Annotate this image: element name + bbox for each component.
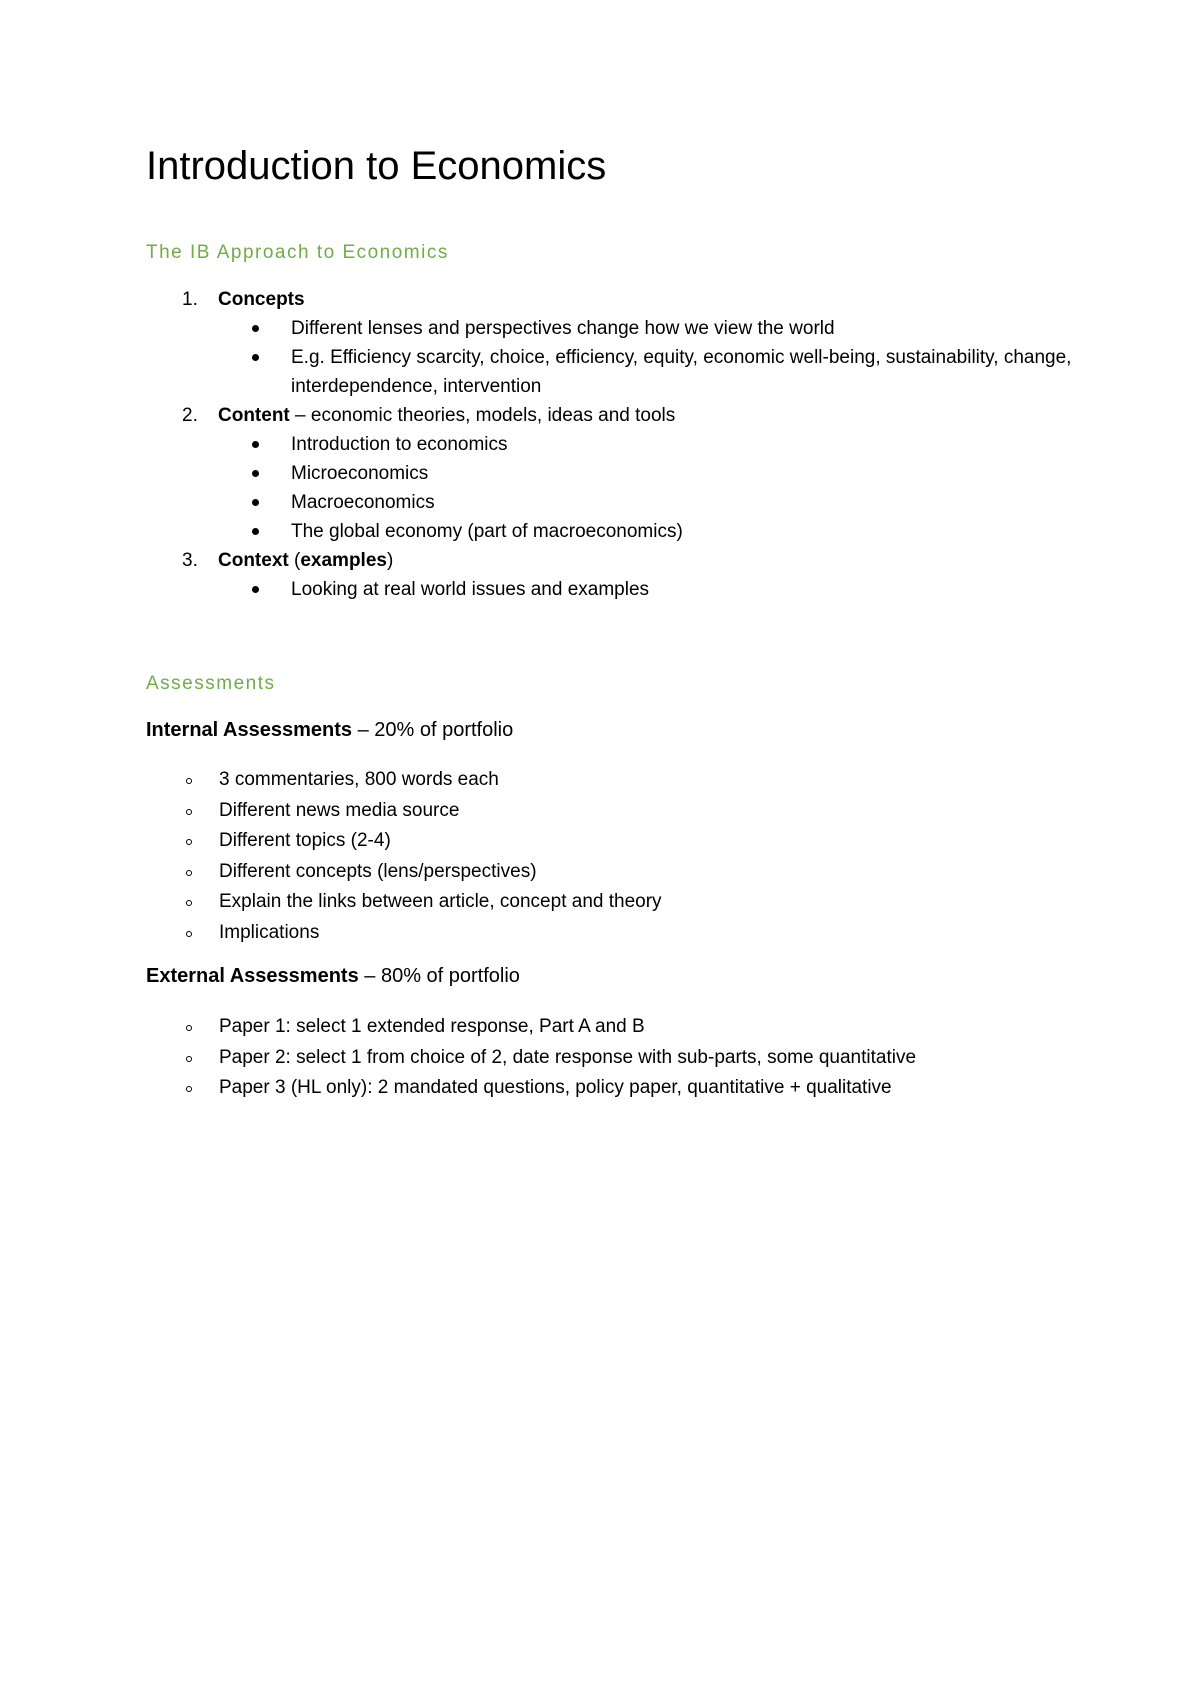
internal-assessments-weight: – 20% of portfolio: [352, 719, 514, 741]
bullet-icon: [252, 441, 259, 448]
list-item-heading: Content: [218, 405, 290, 426]
list-item: Macroeconomics: [218, 488, 1106, 517]
circle-bullet-icon: [186, 931, 192, 937]
bullet-icon: [252, 354, 259, 361]
list-item: Paper 2: select 1 from choice of 2, date response with sub-parts, some quantitative: [146, 1043, 1106, 1074]
list-item: Explain the links between article, concept and theory: [146, 887, 1106, 918]
concepts-bullets: [218, 314, 1106, 401]
list-item: Different lenses and perspectives change how we view the world: [218, 314, 1106, 343]
context-bullets: [218, 575, 1106, 604]
list-number: 2.: [182, 405, 198, 426]
list-number: 3.: [182, 550, 198, 571]
list-item-text: ): [386, 550, 394, 571]
list-item-text: (: [288, 550, 301, 571]
list-item: Microeconomics: [218, 459, 1106, 488]
list-item: Paper 3 (HL only): 2 mandated questions, policy paper, quantitative + qualitative: [146, 1073, 1106, 1104]
list-item: Introduction to economics: [218, 430, 1106, 459]
circle-bullet-icon: [186, 870, 192, 876]
list-item: Looking at real world issues and examples: [218, 575, 1106, 604]
list-number: 1.: [182, 289, 198, 310]
circle-bullet-icon: [186, 778, 192, 784]
bullet-icon: [252, 325, 259, 332]
circle-bullet-icon: [186, 900, 192, 906]
list-item-heading: Concepts: [218, 289, 305, 310]
internal-assessments-label: [146, 716, 513, 744]
list-item: Implications: [146, 918, 1106, 949]
bullet-icon: [252, 528, 259, 535]
external-assessments-heading: External Assessments: [146, 965, 359, 987]
circle-bullet-icon: [186, 839, 192, 845]
internal-assessments-heading: Internal Assessments: [146, 719, 353, 741]
list-item: The global economy (part of macroeconomics): [218, 517, 1106, 546]
internal-assessments-list: [146, 765, 1106, 948]
list-item: Different concepts (lens/perspectives): [146, 857, 1106, 888]
bullet-icon: [252, 470, 259, 477]
ib-approach-list: [146, 285, 1106, 604]
list-item: Paper 1: select 1 extended response, Part A and B: [146, 1012, 1106, 1043]
list-item-heading: Context: [218, 550, 289, 571]
circle-bullet-icon: [186, 1025, 192, 1031]
document-title: Introduction to Economics: [146, 144, 607, 188]
list-item-content: [146, 401, 1106, 546]
bullet-icon: [252, 499, 259, 506]
bullet-icon: [252, 586, 259, 593]
section-heading-assessments: Assessments: [146, 673, 276, 694]
list-item: 3 commentaries, 800 words each: [146, 765, 1106, 796]
circle-bullet-icon: [186, 1086, 192, 1092]
circle-bullet-icon: [186, 1056, 192, 1062]
external-assessments-label: [146, 962, 520, 990]
list-item-text: – economic theories, models, ideas and tools: [289, 405, 676, 426]
list-item: Different topics (2-4): [146, 826, 1106, 857]
list-item-concepts: [146, 285, 1106, 401]
circle-bullet-icon: [186, 809, 192, 815]
external-assessments-list: [146, 1012, 1106, 1104]
list-item-emphasis: examples: [300, 550, 387, 571]
list-item: E.g. Efficiency scarcity, choice, efficiency, equity, economic well-being, sustainability, change, interdependence, intervention: [218, 343, 1106, 401]
list-item: Different news media source: [146, 796, 1106, 827]
content-bullets: [218, 430, 1106, 546]
section-heading-ib-approach: The IB Approach to Economics: [146, 242, 449, 263]
external-assessments-weight: – 80% of portfolio: [358, 965, 520, 987]
list-item-context: [146, 546, 1106, 604]
